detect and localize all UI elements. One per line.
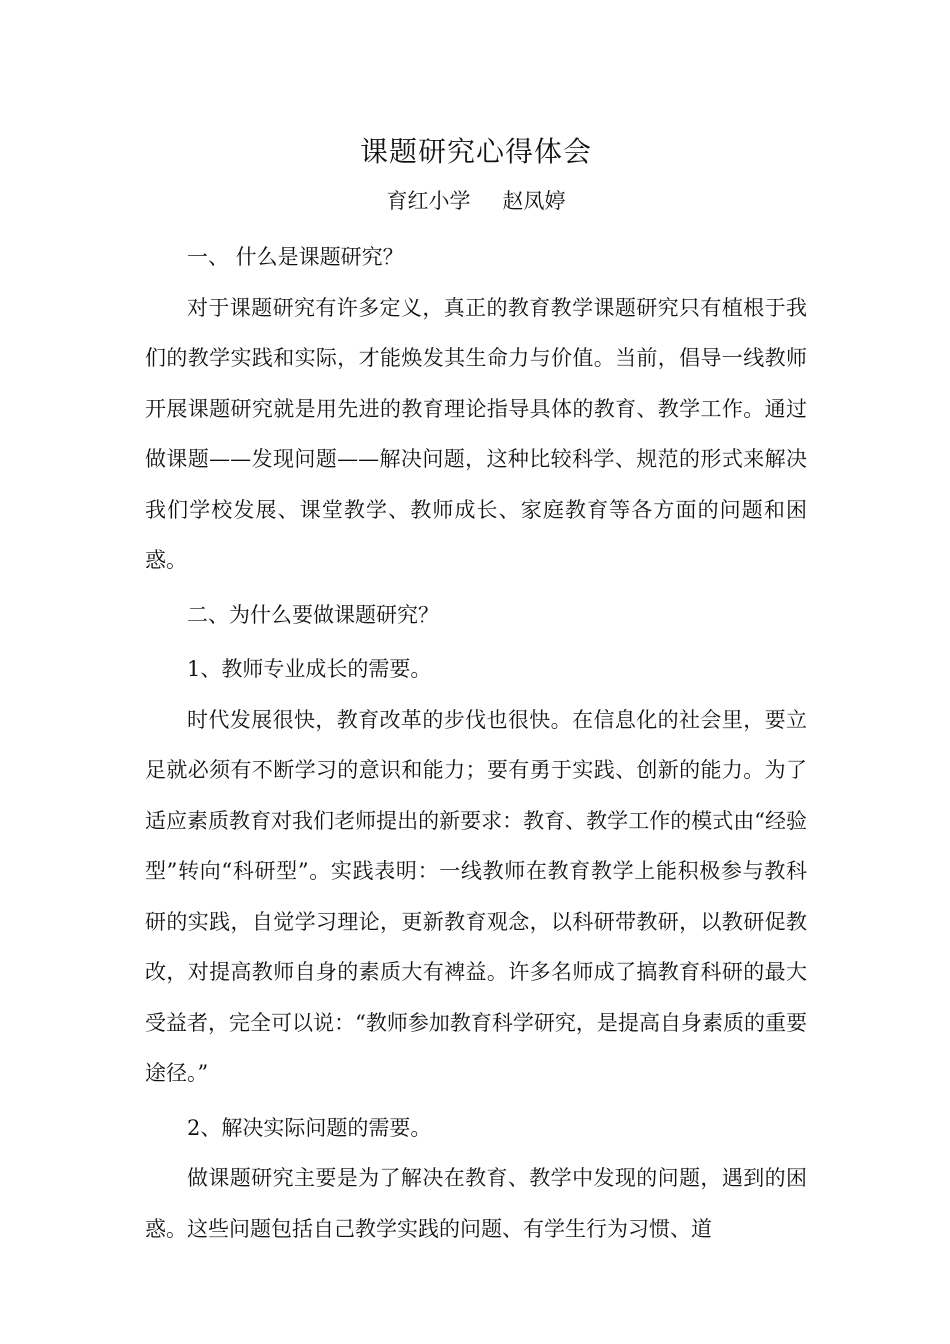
paragraph-professional-growth: 时代发展很快，教育改革的步伐也很快。在信息化的社会里，要立足就必须有不断学习的意识和能力；要有勇于实践、创新的能力。为了适应素质教育对我们老师提出的新要求：教育、教学工作的模式由“经验型”转向“科研型”。实践表明：一线教师在教育教学上能积极参与教科研的实践，自觉学习理论，更新教育观念，以科研带教研，以教研促教改，对提高教师自身的素质大有裨益。许多名师成了搞教育科研的最大受益者，完全可以说：“教师参加教育科学研究，是提高自身素质的重要途径。” bbox=[145, 707, 807, 1085]
byline bbox=[145, 178, 807, 224]
subheading-solve-problems: 2、解决实际问题的需要。 bbox=[187, 1115, 432, 1140]
school-name: 育红小学 bbox=[386, 189, 471, 213]
paragraph-definition: 对于课题研究有许多定义，真正的教育教学课题研究只有植根于我们的教学实践和实际，才能焕发其生命力与价值。当前，倡导一线教师开展课题研究就是用先进的教育理论指导具体的教育、教学工作。通过做课题——发现问题——解决问题，这种比较科学、规范的形式来解决我们学校发展、课堂教学、教师成长、家庭教育等各方面的问题和困惑。 bbox=[145, 295, 807, 572]
section-heading-why-research: 二、为什么要做课题研究？ bbox=[187, 602, 439, 627]
paragraph-solve-problems: 做课题研究主要是为了解决在教育、教学中发现的问题，遇到的困惑。这些问题包括自己教学实践的问题、有学生行为习惯、道 bbox=[145, 1166, 807, 1241]
document-title: 课题研究心得体会 bbox=[359, 135, 592, 168]
document-body bbox=[145, 126, 807, 1254]
subheading-professional-growth: 1、教师专业成长的需要。 bbox=[187, 657, 432, 681]
author-name: 赵凤婷 bbox=[502, 189, 566, 213]
section-heading-what-is-research: 一、 什么是课题研究？ bbox=[187, 245, 404, 269]
